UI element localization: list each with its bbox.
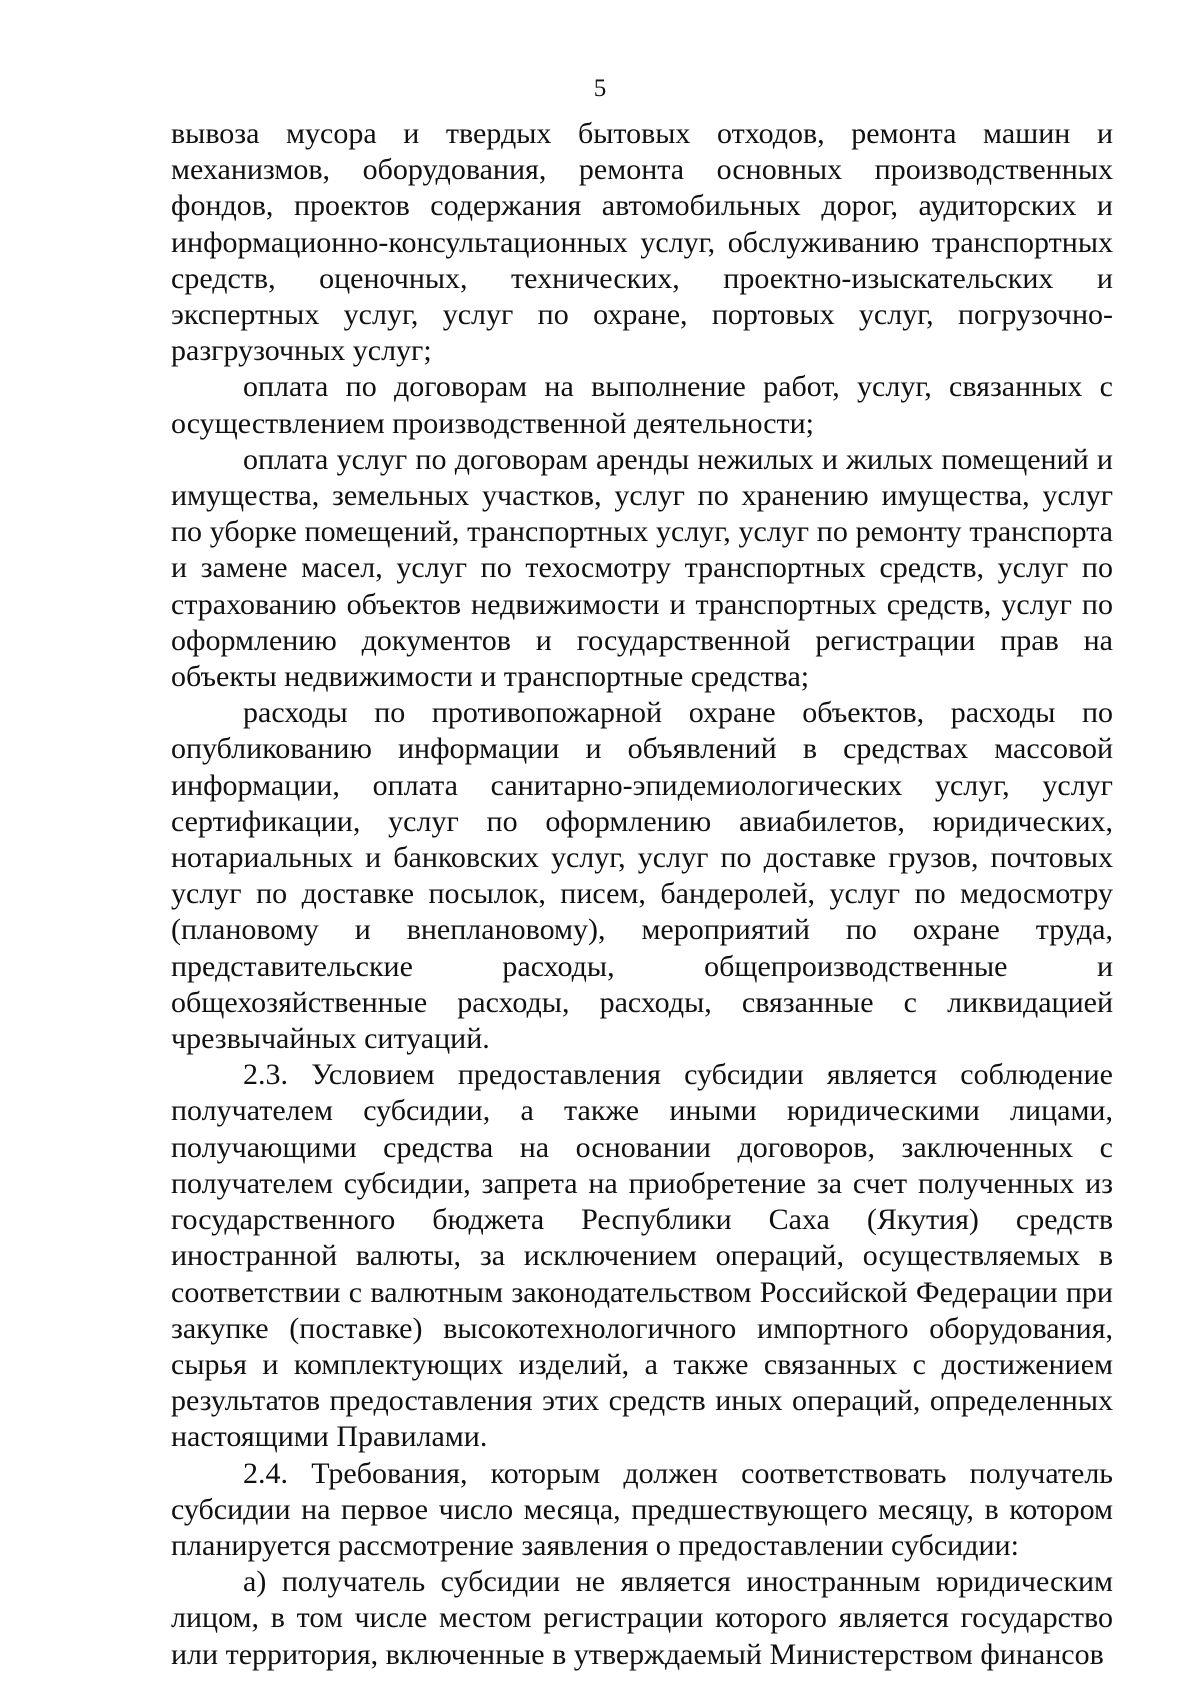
paragraph-2-3: 2.3. Условием предоставления субсидии является соблюдение получателем субсидии, а также иными юридическими лицами, получающими средства на основании договоров, заключенных с получателем субсидии, запрета на приобретение за счет полученных из государственного бюджета Республики Саха (Якутия) средств иностранной валюты, за исключением операций, осуществляемых в соответствии с валютным законодательством Российской Федерации при закупке (поставке) высокотехнологичного импортного оборудования, сырья и комплектующих изделий, а также связанных с достижением результатов предоставления этих средств иных операций, определенных настоящими Правилами. [171, 1058, 1113, 1454]
paragraph-continuation: вывоза мусора и твердых бытовых отходов, ремонта машин и механизмов, оборудования, ремонта основных производственных фондов, проектов содержания автомобильных дорог, аудиторских и информационно-консультационных услуг, обслуживанию транспортных средств, оценочных, технических, проектно-изыскательских и экспертных услуг, услуг по охране, портовых услуг, погрузочно-разгрузочных услуг; [171, 117, 1113, 368]
page-number: 5 [593, 75, 607, 102]
document-body [171, 116, 1113, 1673]
paragraph-other-expenses: расходы по противопожарной охране объектов, расходы по опубликованию информации и объявлений в средствах массовой информации, оплата санитарно-эпидемиологических услуг, услуг сертификации, услуг по оформлению авиабилетов, юридических, нотариальных и банковских услуг, услуг по доставке грузов, почтовых услуг по доставке посылок, писем, бандеролей, услуг по медосмотру (плановому и внеплановому), мероприятий по охране труда, представительские расходы, общепроизводственные и общехозяйственные расходы, расходы, связанные с ликвидацией чрезвычайных ситуаций. [171, 696, 1113, 1056]
paragraph-contract-payments: оплата по договорам на выполнение работ, услуг, связанных с осуществлением производственной деятельности; [171, 370, 1113, 440]
paragraph-rent-services: оплата услуг по договорам аренды нежилых и жилых помещений и имущества, земельных участков, услуг по хранению имущества, услуг по уборке помещений, транспортных услуг, услуг по ремонту транспорта и замене масел, услуг по техосмотру транспортных средств, услуг по страхованию объектов недвижимости и транспортных средств, услуг по оформлению документов и государственной регистрации прав на объекты недвижимости и транспортные средства; [171, 442, 1113, 694]
paragraph-item-a: а) получатель субсидии не является иностранным юридическим лицом, в том числе местом регистрации которого является государство или территория, включенные в утверждаемый Министерством финансов [171, 1565, 1113, 1671]
paragraph-2-4: 2.4. Требования, которым должен соответствовать получатель субсидии на первое число месяца, предшествующего месяцу, в котором планируется рассмотрение заявления о предоставлении субсидии: [171, 1456, 1113, 1562]
